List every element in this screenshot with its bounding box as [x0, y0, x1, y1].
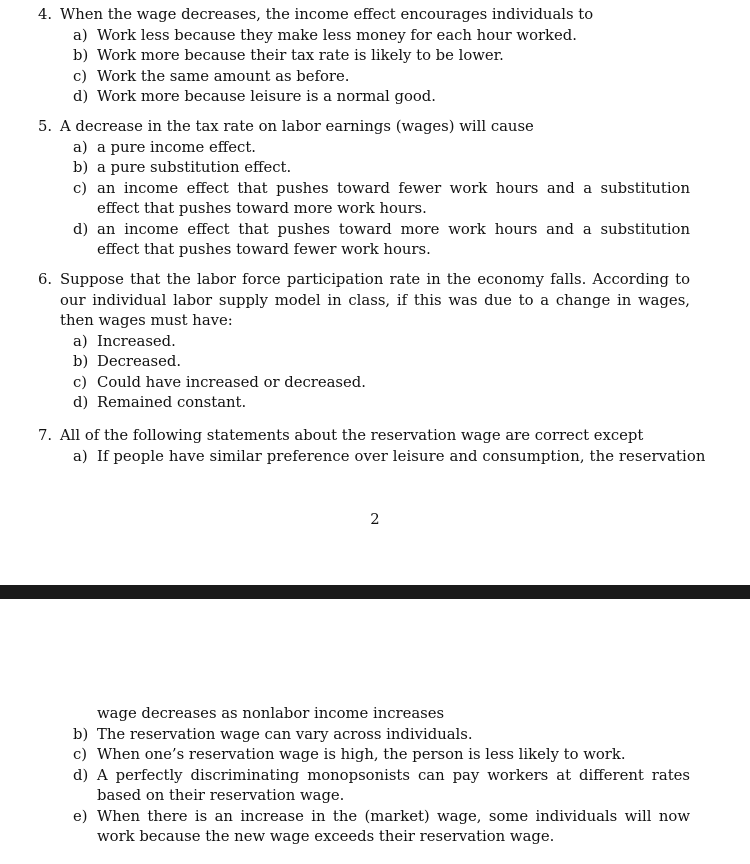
question-7: [38, 426, 706, 467]
option-text: A perfectly discriminating monopsonists can pay workers at different rates based on their reservation wage.: [97, 766, 690, 804]
option-c: [38, 67, 690, 88]
option-text: Could have increased or decreased.: [97, 373, 366, 391]
option-letter: a): [73, 138, 88, 156]
option-text: Decreased.: [97, 353, 182, 370]
option-d: [38, 766, 690, 807]
option-d: [38, 393, 690, 414]
question-number: 4.: [38, 6, 53, 23]
question-number: 6.: [38, 271, 53, 288]
option-letter: c): [73, 179, 88, 197]
option-text: Work the same amount as before.: [97, 67, 350, 85]
question-6: [38, 270, 690, 414]
option-letter: b): [73, 353, 89, 370]
option-text: Increased.: [97, 332, 176, 350]
question-number: 7.: [38, 427, 53, 444]
question-4: [38, 5, 690, 108]
option-d: [38, 87, 690, 108]
option-text: When one’s reservation wage is high, the person is less likely to work.: [97, 746, 626, 763]
option-text: The reservation wage can vary across individuals.: [97, 725, 473, 743]
option-b: [38, 725, 690, 746]
question-text: Suppose that the labor force participation rate in the economy falls. According to our individual labor supply model in class, if this was due to a change in wages, then wages must have:: [60, 271, 690, 329]
option-letter: b): [73, 159, 89, 176]
option-letter: a): [73, 332, 88, 350]
option-c: [38, 373, 690, 394]
option-letter: d): [73, 88, 89, 105]
question-stem: [38, 426, 690, 447]
option-letter: c): [73, 373, 88, 391]
option-a: [38, 332, 690, 353]
option-letter: d): [73, 766, 89, 784]
option-text: a pure income effect.: [97, 138, 256, 156]
option-letter: b): [73, 725, 89, 743]
question-5: [38, 117, 690, 261]
option-letter: e): [73, 807, 88, 825]
option-b: [38, 46, 690, 67]
option-c: [38, 745, 690, 766]
option-letter: a): [73, 26, 88, 44]
option-text: If people have similar preference over leisure and consumption, the reservation: [97, 447, 706, 465]
question-number: 5.: [38, 118, 53, 135]
option-text: an income effect that pushes toward fewer work hours and a substitution effect that pushes toward more work hours.: [97, 179, 690, 217]
option-list: [38, 725, 690, 848]
option-text: Work less because they make less money for each hour worked.: [97, 26, 577, 44]
question-text: When the wage decreases, the income effect encourages individuals to: [60, 6, 594, 23]
option-list: [38, 447, 706, 468]
question-text: All of the following statements about the reservation wage are correct except: [60, 427, 644, 444]
option-letter: c): [73, 67, 88, 85]
option-list: [38, 138, 690, 261]
option-b: [38, 352, 690, 373]
page-bottom: [0, 599, 750, 864]
option-a: [38, 138, 690, 159]
page-divider: [0, 585, 750, 599]
option-letter: d): [73, 220, 89, 238]
page-number: 2: [370, 511, 380, 528]
question-text: A decrease in the tax rate on labor earnings (wages) will cause: [60, 118, 534, 135]
option-a: [38, 26, 690, 47]
question-stem: [38, 117, 690, 138]
option-text: Remained constant.: [97, 394, 247, 411]
option-b: [38, 158, 690, 179]
question-7-continued: [38, 704, 690, 848]
option-letter: b): [73, 47, 89, 64]
option-text: Work more because their tax rate is likely to be lower.: [97, 47, 504, 64]
option-letter: a): [73, 447, 88, 465]
question-stem: [38, 270, 690, 332]
option-e: [38, 807, 690, 848]
option-text: When there is an increase in the (market) wage, some individuals will now work because the new wage exceeds their reservation wage.: [97, 807, 690, 845]
option-letter: d): [73, 394, 89, 411]
option-letter: c): [73, 746, 88, 763]
question-stem: [38, 5, 690, 26]
option-a: [38, 447, 706, 468]
option-text: Work more because leisure is a normal good.: [97, 88, 436, 105]
option-list: [38, 332, 690, 414]
option-text: an income effect that pushes toward more work hours and a substitution effect that pushes toward fewer work hours.: [97, 220, 690, 258]
option-c: [38, 179, 690, 220]
option-list: [38, 26, 690, 108]
option-d: [38, 220, 690, 261]
option-text: a pure substitution effect.: [97, 159, 292, 176]
option-a-continuation: wage decreases as nonlabor income increases: [97, 705, 445, 722]
